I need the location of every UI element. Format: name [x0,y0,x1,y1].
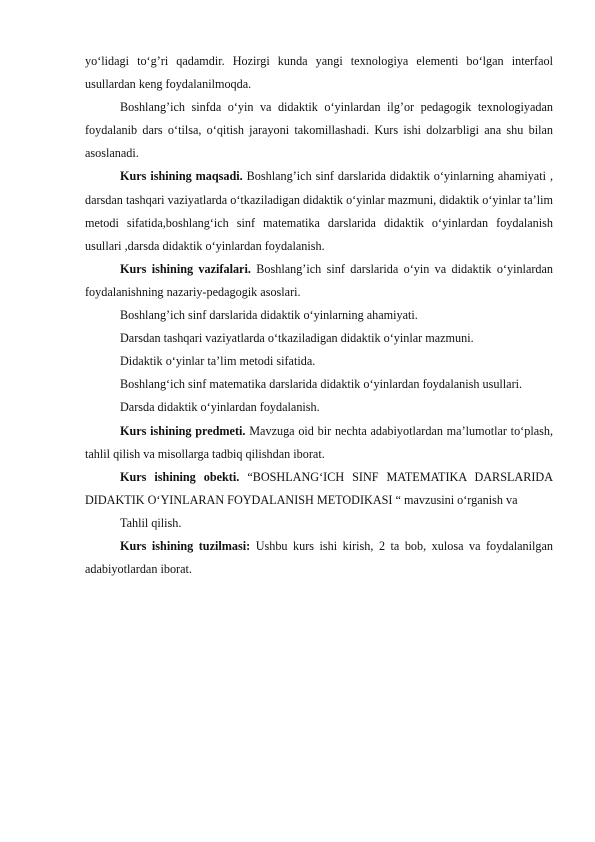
paragraph-task-item [85,373,553,396]
paragraph-heading: Kurs ishining tuzilmasi: [120,538,251,553]
paragraph-text: Boshlang’ich sinf darslarida didaktik oʻyinlarning ahamiyati. [120,308,418,323]
paragraph-heading: Kurs ishining obekti. [120,469,240,484]
paragraph-tasks [85,258,553,304]
paragraph-text: Boshlang’ich sinf darslarida oʻyin va didaktik oʻyinlardan foydalanishning nazariy-pedagogik asoslari. [85,261,554,299]
paragraph-text: yoʻlidagi toʻg’ri qadamdir. Hozirgi kunda yangi texnologiya elementi boʻlgan interfaol usullardan keng foydalanilmoqda. [85,54,553,92]
paragraph-text: Boshlangʻich sinf matematika darslarida didaktik oʻyinlardan foydalanish usullari. [120,377,523,392]
paragraph-goal [85,165,553,257]
paragraph-heading: Kurs ishining vazifalari. [120,261,251,276]
paragraph-text: Tahlil qilish. [120,515,182,530]
paragraph-text: Didaktik oʻyinlar ta’lim metodi sifatida. [120,354,316,369]
paragraph-task-item [85,396,553,419]
paragraph-task-item [85,350,553,373]
paragraph-intro-continuation [85,50,553,96]
paragraph-text: Darsdan tashqari vaziyatlarda oʻtkaziladigan didaktik oʻyinlar mazmuni. [120,331,474,346]
paragraph-relevance [85,96,553,165]
paragraph-text: Ushbu kurs ishi kirish, 2 ta bob, xulosa va foydalanilgan adabiyotlardan iborat. [85,538,553,577]
paragraph-heading: Kurs ishining maqsadi. [120,169,243,184]
paragraph-heading: Kurs ishining predmeti. [120,423,246,438]
paragraph-subject [85,420,553,466]
paragraph-task-item [85,327,553,350]
paragraph-text: Boshlang’ich sinf darslarida didaktik oʻyinlarning ahamiyati , darsdan tashqari vaziyatlarda oʻtkaziladigan didaktik oʻyinlar mazmuni, didaktik oʻyinlar ta’lim metodi sifatida,boshlangʻich sinf matematika darslarida didaktik oʻyinlardan foydalanish usullari ,darsda didaktik oʻyinlardan foydalanish. [85,169,553,253]
paragraph-text: “BOSHLANGʻICH SINF MATEMATIKA DARSLARIDA DIDAKTIK OʻYINLARAN FOYDALANISH METODIKASI “ mavzusini oʻrganish va [85,469,554,507]
paragraph-object [85,466,553,512]
paragraph-text: Boshlang’ich sinfda oʻyin va didaktik oʻyinlardan ilg’or pedagogik texnologiyadan foydalanib dars oʻtilsa, oʻqitish jarayoni takomillashadi. Kurs ishi dolzarbligi ana shu bilan asoslanadi. [85,100,553,161]
paragraph-text: Mavzuga oid bir nechta adabiyotlardan ma’lumotlar toʻplash, tahlil qilish va misollarga tadbiq qilishdan iborat. [85,423,553,461]
paragraph-text: Darsda didaktik oʻyinlardan foydalanish. [120,400,320,415]
paragraph-analysis [85,512,553,535]
paragraph-structure [85,535,553,581]
document-page [85,50,553,581]
paragraph-task-item [85,304,553,327]
